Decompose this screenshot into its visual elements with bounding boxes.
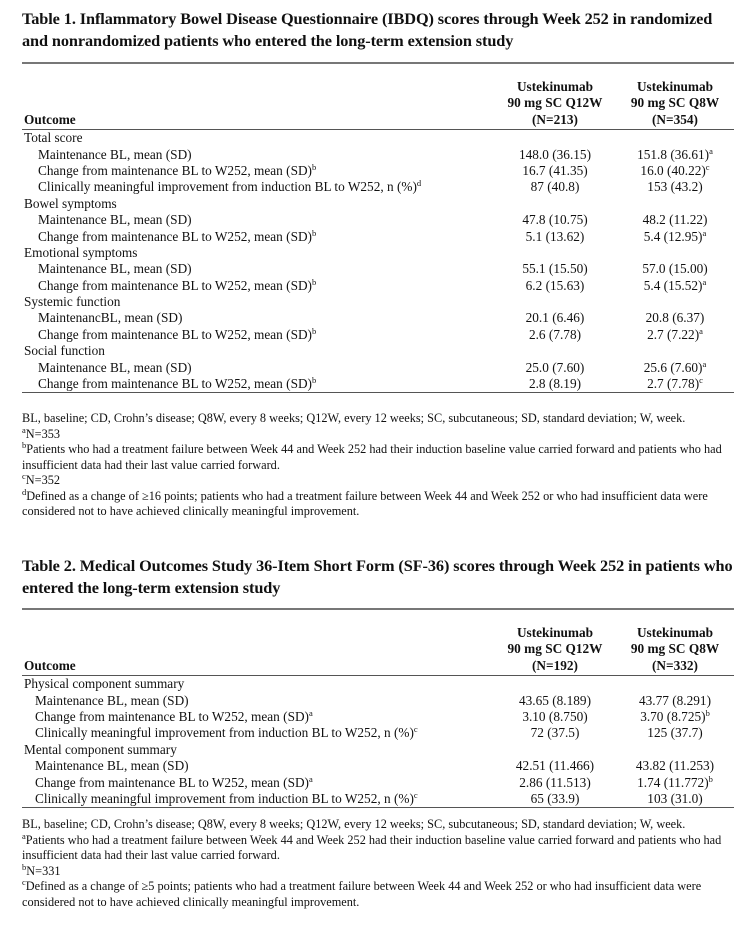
footnote-marker: b (312, 161, 317, 172)
header-dose: 90 mg SC Q12W (507, 95, 603, 110)
table-row (22, 725, 734, 741)
value-text: 42.51 (11.466) (515, 758, 595, 774)
group-label: Physical component summary (24, 676, 185, 692)
footnote (22, 486, 734, 520)
row-label (22, 359, 494, 375)
footnote-marker: b (312, 227, 317, 238)
group-row (22, 196, 734, 212)
header-dose: 90 mg SC Q12W (507, 641, 603, 656)
footnote (22, 861, 734, 880)
row-label-text: Maintenance BL, mean (SD) (38, 261, 192, 277)
header-q8w (616, 609, 734, 676)
footnote-marker: b (312, 325, 317, 336)
footnote-text: BL, baseline; CD, Crohn’s disease; Q8W, every 8 weeks; Q12W, every 12 weeks; SC, subcutaneous; SD, standard deviation; W, week. (22, 817, 686, 831)
row-label (22, 228, 494, 244)
table2-header-row (22, 609, 734, 676)
value-text: 1.74 (11.772) (637, 774, 709, 790)
value-text: 43.77 (8.291) (638, 692, 712, 708)
footnote (22, 473, 734, 489)
value-q12w (494, 709, 616, 725)
group-row (22, 294, 734, 310)
footnote (22, 424, 734, 443)
group-label: Total score (24, 130, 83, 146)
header-dose: 90 mg SC Q8W (630, 641, 720, 656)
value-text: 103 (31.0) (647, 790, 703, 806)
row-label-text: Clinically meaningful improvement from induction BL to W252, n (%) (35, 790, 414, 806)
value-q12w (494, 163, 616, 179)
table2-footnotes (22, 817, 734, 910)
footnote-marker: b (705, 707, 710, 718)
header-n: (N=354) (652, 111, 698, 127)
row-label-text: Maintenance BL, mean (SD) (38, 146, 192, 162)
table-row (22, 146, 734, 162)
table-row (22, 327, 734, 343)
footnote-text: Defined as a change of ≥5 points; patients who had a treatment failure between Week 44 and Week 252 or who had insufficient data were considered not to have achieved clinically meaningful improvement. (22, 879, 702, 909)
group-row (22, 130, 734, 147)
value-text: 20.8 (6.37) (645, 310, 705, 326)
value-q12w (494, 228, 616, 244)
value-q8w (616, 791, 734, 808)
value-text: 2.86 (11.513) (519, 774, 591, 790)
value-q8w (616, 725, 734, 741)
group-row (22, 343, 734, 359)
footnote-marker: b (312, 375, 317, 386)
footnote-marker: a (702, 358, 707, 369)
value-q8w (616, 359, 734, 375)
value-text: 16.7 (41.35) (522, 162, 588, 178)
header-drug: Ustekinumab (636, 78, 714, 94)
table1-footnotes (22, 411, 734, 520)
value-q8w (616, 310, 734, 326)
value-text: 20.1 (6.46) (525, 310, 585, 326)
value-q8w (616, 758, 734, 774)
value-q8w (616, 179, 734, 195)
header-q12w (494, 63, 616, 130)
value-text: 125 (37.7) (647, 725, 703, 741)
footnote-text: BL, baseline; CD, Crohn’s disease; Q8W, every 8 weeks; Q12W, every 12 weeks; SC, subcutaneous; SD, standard deviation; W, week. (22, 411, 686, 425)
row-label-text: Change from maintenance BL to W252, mean (SD) (35, 708, 309, 724)
value-text: 57.0 (15.00) (642, 261, 708, 277)
row-label (22, 791, 494, 808)
value-q12w (494, 791, 616, 808)
value-q8w (616, 692, 734, 708)
row-label (22, 327, 494, 343)
row-label (22, 709, 494, 725)
value-text: 2.7 (7.78) (647, 376, 700, 392)
footnote-marker: b (22, 440, 27, 450)
row-label (22, 278, 494, 294)
value-q8w (616, 146, 734, 162)
value-q8w (616, 261, 734, 277)
value-text: 72 (37.5) (530, 725, 580, 741)
table-row (22, 310, 734, 326)
row-label (22, 212, 494, 228)
table1-body (22, 130, 734, 393)
value-text: 6.2 (15.63) (525, 277, 585, 293)
value-q12w (494, 376, 616, 393)
table-row (22, 212, 734, 228)
footnote-text: Patients who had a treatment failure between Week 44 and Week 252 had their induction baseline value carried forward and patients who had insufficient data had their last value carried forward. (22, 832, 722, 862)
row-label (22, 310, 494, 326)
value-text: 48.2 (11.22) (642, 212, 708, 228)
footnote-text: Defined as a change of ≥16 points; patients who had a treatment failure between Week 44 and Week 252 or who had insufficient data were considered not to have achieved clinically meaningful improvement. (22, 488, 708, 518)
table1-ibdq (22, 62, 734, 393)
table-row (22, 179, 734, 195)
footnote (22, 879, 734, 910)
value-q8w (616, 278, 734, 294)
row-label-text: Maintenance BL, mean (SD) (38, 359, 192, 375)
table-row (22, 359, 734, 375)
header-q12w (494, 609, 616, 676)
value-q12w (494, 359, 616, 375)
value-text: 65 (33.9) (530, 790, 580, 806)
footnote-marker: d (22, 486, 27, 497)
value-text: 87 (40.8) (530, 179, 580, 195)
value-text: 153 (43.2) (647, 179, 703, 195)
value-text: 3.70 (8.725) (640, 708, 706, 724)
value-text: 25.6 (7.60) (643, 359, 703, 375)
value-q8w (616, 376, 734, 393)
table-row (22, 228, 734, 244)
value-q12w (494, 774, 616, 790)
row-label-text: Maintenance BL, mean (SD) (38, 212, 192, 228)
table2-title: Table 2. Medical Outcomes Study 36-Item Short Form (SF-36) scores through Week 252 in patients who entered the long-term extension study (22, 556, 733, 597)
row-label (22, 692, 494, 708)
table-row (22, 261, 734, 277)
footnote-marker: a (309, 707, 313, 718)
footnote-marker: a (22, 830, 26, 841)
row-label-text: Change from maintenance BL to W252, mean (SD) (38, 376, 312, 392)
table-row (22, 376, 734, 393)
footnote-marker: a (702, 276, 707, 287)
footnote-text: N=353 (25, 426, 61, 441)
header-outcome: Outcome (24, 111, 76, 127)
header-drug: Ustekinumab (516, 624, 594, 640)
table1-header-row (22, 63, 734, 130)
value-text: 43.65 (8.189) (518, 692, 592, 708)
value-q12w (494, 278, 616, 294)
footnote-marker: d (416, 178, 422, 189)
table-row (22, 758, 734, 774)
header-dose: 90 mg SC Q8W (630, 95, 720, 110)
footnote-marker: c (699, 375, 703, 386)
group-row (22, 742, 734, 758)
value-q12w (494, 327, 616, 343)
value-text: 151.8 (36.61) (637, 146, 710, 162)
footnote-marker: a (702, 227, 707, 238)
header-n: (N=213) (532, 111, 578, 127)
value-text: 2.7 (7.22) (647, 326, 700, 342)
value-q8w (616, 327, 734, 343)
value-text: 43.82 (11.253) (635, 758, 715, 774)
header-n: (N=192) (532, 657, 578, 673)
table-row (22, 774, 734, 790)
footnote (22, 411, 734, 427)
row-label-text: MaintenancBL, mean (SD) (38, 310, 183, 326)
footnote-text: N=331 (26, 863, 61, 878)
row-label-text: Change from maintenance BL to W252, mean (SD) (38, 326, 312, 342)
row-label (22, 179, 494, 195)
value-text: 5.1 (13.62) (525, 228, 585, 244)
value-q12w (494, 261, 616, 277)
value-q8w (616, 212, 734, 228)
table-row (22, 163, 734, 179)
header-drug: Ustekinumab (636, 624, 714, 640)
row-label-text: Clinically meaningful improvement from induction BL to W252, n (%) (35, 725, 414, 741)
table-row (22, 791, 734, 808)
value-q8w (616, 228, 734, 244)
row-label-text: Change from maintenance BL to W252, mean (SD) (38, 162, 312, 178)
group-row (22, 245, 734, 261)
footnote-marker: a (309, 773, 313, 784)
value-text: 5.4 (12.95) (643, 228, 703, 244)
table-row (22, 692, 734, 708)
row-label (22, 758, 494, 774)
value-q12w (494, 146, 616, 162)
value-q12w (494, 179, 616, 195)
table-row (22, 709, 734, 725)
value-text: 55.1 (15.50) (522, 261, 588, 277)
value-q12w (494, 725, 616, 741)
footnote-text: Patients who had a treatment failure between Week 44 and Week 252 had their induction baseline value carried forward and patients who had insufficient data had their last value carried forward. (22, 442, 722, 472)
table2-sf36 (22, 608, 734, 808)
footnote (22, 830, 734, 864)
group-label: Mental component summary (24, 741, 177, 757)
value-text: 47.8 (10.75) (522, 212, 588, 228)
footnote-marker: a (22, 424, 26, 435)
footnote (22, 442, 734, 473)
row-label-text: Clinically meaningful improvement from induction BL to W252, n (%) (38, 179, 417, 195)
table-row (22, 278, 734, 294)
row-label (22, 146, 494, 162)
footnote-marker: b (708, 773, 713, 784)
footnote-marker: a (699, 325, 703, 336)
group-label: Systemic function (24, 294, 121, 310)
value-text: 25.0 (7.60) (525, 359, 585, 375)
group-label: Emotional symptoms (24, 244, 138, 260)
header-q8w (616, 63, 734, 130)
footnote-marker: b (22, 861, 27, 872)
value-text: 2.6 (7.78) (528, 326, 582, 342)
value-text: 2.8 (8.19) (528, 376, 582, 392)
value-q8w (616, 709, 734, 725)
footnote-marker: c (705, 161, 710, 172)
footnote-marker: c (413, 724, 418, 735)
table2-body (22, 676, 734, 808)
header-n: (N=332) (652, 657, 698, 673)
value-q12w (494, 692, 616, 708)
group-label: Bowel symptoms (24, 195, 117, 211)
value-q12w (494, 758, 616, 774)
value-text: 5.4 (15.52) (643, 277, 703, 293)
header-drug: Ustekinumab (516, 78, 594, 94)
group-label: Social function (24, 343, 105, 359)
footnote-marker: c (22, 471, 26, 481)
value-text: 148.0 (36.15) (518, 146, 592, 162)
footnote-marker: a (709, 145, 713, 156)
value-q12w (494, 212, 616, 228)
row-label (22, 725, 494, 741)
value-q8w (616, 774, 734, 790)
row-label-text: Maintenance BL, mean (SD) (35, 758, 189, 774)
row-label-text: Change from maintenance BL to W252, mean (SD) (38, 228, 312, 244)
group-row (22, 676, 734, 693)
row-label-text: Maintenance BL, mean (SD) (35, 692, 189, 708)
row-label (22, 774, 494, 790)
row-label (22, 376, 494, 393)
footnote-marker: c (22, 877, 26, 887)
value-q8w (616, 163, 734, 179)
value-text: 16.0 (40.22) (640, 162, 706, 178)
table1-title: Table 1. Inflammatory Bowel Disease Questionnaire (IBDQ) scores through Week 252 in randomized and nonrandomized patients who entered the long-term extension study (22, 9, 713, 50)
row-label-text: Change from maintenance BL to W252, mean (SD) (38, 277, 312, 293)
header-outcome: Outcome (24, 657, 76, 673)
row-label (22, 163, 494, 179)
row-label-text: Change from maintenance BL to W252, mean (SD) (35, 774, 309, 790)
footnote-text: N=352 (25, 473, 61, 487)
footnote-marker: c (413, 789, 418, 800)
row-label (22, 261, 494, 277)
value-text: 3.10 (8.750) (522, 708, 588, 724)
value-q12w (494, 310, 616, 326)
footnote (22, 817, 734, 833)
footnote-marker: b (312, 276, 317, 287)
